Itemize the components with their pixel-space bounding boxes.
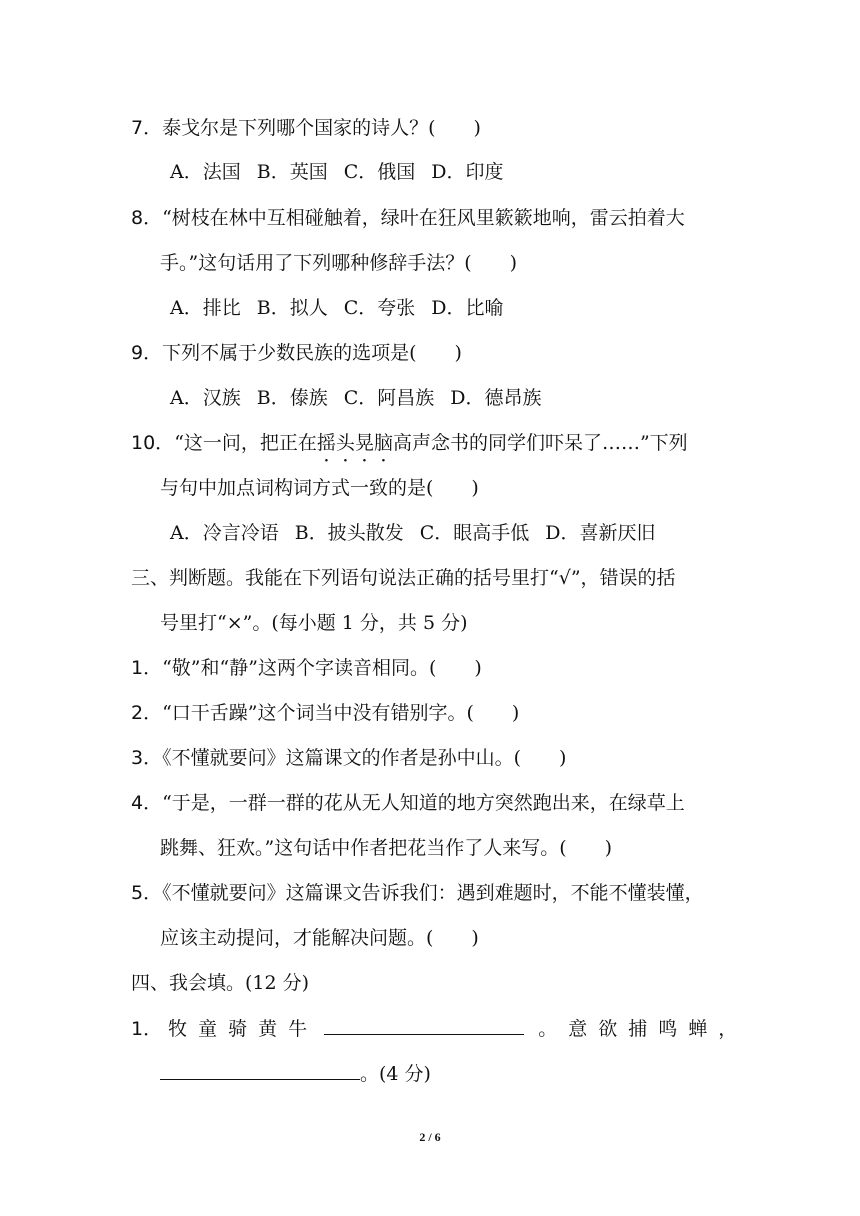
question-10-options [170, 521, 655, 545]
judge-item-2 [131, 701, 519, 725]
question-stem: 下列不属于少数民族的选项是( ) [162, 342, 462, 364]
item-number: 1． [131, 1018, 163, 1040]
section-3-heading [131, 566, 676, 590]
option-a: A．排比 [170, 297, 241, 319]
option-c: C．阿昌族 [343, 387, 435, 409]
item-text-continued: 应该主动提问，才能解决问题。( ) [160, 927, 479, 949]
question-stem-continued: 与句中加点词构词方式一致的是( ) [160, 477, 479, 499]
dotted-char: 摇 [316, 432, 336, 454]
option-d: D．德昂族 [450, 387, 542, 409]
option-b: B．傣族 [256, 387, 328, 409]
answer-blank-1[interactable] [324, 1016, 524, 1035]
question-number: 10． [131, 432, 175, 454]
item-text: “敬”和“静”这两个字读音相同。( ) [162, 657, 482, 679]
question-8 [131, 206, 685, 230]
item-text: “口干舌躁”这个词当中没有错别字。( ) [162, 702, 520, 724]
judge-item-3 [131, 746, 566, 770]
judge-item-1 [131, 656, 482, 680]
option-d: D．喜新厌旧 [545, 522, 656, 544]
judge-item-4-line2 [160, 836, 612, 860]
question-7-options [170, 160, 503, 184]
question-8-options [170, 296, 503, 320]
question-stem: “树枝在林中互相碰触着，绿叶在狂风里簌簌地响，雷云拍着大 [162, 207, 685, 229]
question-stem-pre: “这一问，把正在 [174, 432, 317, 454]
item-text: “于是，一群一群的花从无人知道的地方突然跑出来，在绿草上 [162, 792, 685, 814]
question-stem-continued: 手。”这句话用了下列哪种修辞手法？( ) [160, 252, 518, 274]
option-d: D．比喻 [431, 297, 504, 319]
dotted-char: 晃 [354, 432, 374, 454]
section-3-heading-line2 [160, 611, 468, 635]
question-number: 7． [131, 117, 163, 139]
question-stem-post: 高声念书的同学们吓呆了……”下列 [392, 432, 688, 454]
fill-item-1-line2 [160, 1061, 431, 1086]
section-heading-text: 三、判断题。我能在下列语句说法正确的括号里打“√”，错误的括 [131, 567, 676, 589]
item-text: 《不懂就要问》这篇课文告诉我们：遇到难题时，不能不懂装懂， [162, 882, 704, 904]
judge-item-5-line2 [160, 926, 479, 950]
dotted-char: 头 [335, 432, 355, 454]
judge-item-5 [131, 881, 704, 905]
section-heading-text: 号里打“×”。(每小题 1 分，共 5 分) [160, 612, 468, 634]
poem-line-1: 牧童骑黄牛 [168, 1018, 319, 1040]
item-text: 《不懂就要问》这篇课文的作者是孙中山。( ) [162, 747, 567, 769]
question-10-line2 [160, 476, 479, 500]
poem-line-2: 。意欲捕鸣蝉， [538, 1018, 749, 1040]
option-a: A．法国 [170, 161, 241, 183]
question-number: 8． [131, 207, 163, 229]
item-number: 1． [131, 657, 163, 679]
option-c: C．俄国 [343, 161, 416, 183]
question-9 [131, 341, 462, 365]
option-b: B．英国 [256, 161, 328, 183]
item-number: 5． [131, 882, 163, 904]
section-heading-text: 四、我会填。(12 分) [131, 972, 310, 994]
item-number: 2． [131, 702, 163, 724]
item-text-continued: 跳舞、狂欢。”这句话中作者把花当作了人来写。( ) [160, 837, 613, 859]
question-7 [131, 116, 481, 140]
option-b: B．披头散发 [294, 522, 404, 544]
option-d: D．印度 [431, 161, 504, 183]
question-stem: 泰戈尔是下列哪个国家的诗人？( ) [162, 117, 481, 139]
question-9-options [170, 386, 541, 410]
page-number: 2 / 6 [419, 1130, 441, 1144]
score-note: 。(4 分) [360, 1063, 431, 1085]
section-4-heading [131, 971, 309, 995]
dotted-char: 脑 [373, 432, 393, 454]
option-a: A．冷言冷语 [170, 522, 279, 544]
question-10 [131, 431, 688, 455]
item-number: 3． [131, 747, 163, 769]
option-c: C．夸张 [343, 297, 416, 319]
question-number: 9． [131, 342, 163, 364]
option-a: A．汉族 [170, 387, 241, 409]
question-8-line2 [160, 251, 517, 275]
item-number: 4． [131, 792, 163, 814]
option-b: B．拟人 [256, 297, 328, 319]
judge-item-4 [131, 791, 685, 815]
fill-item-1 [131, 1016, 748, 1041]
option-c: C．眼高手低 [419, 522, 530, 544]
answer-blank-2[interactable] [160, 1061, 360, 1080]
